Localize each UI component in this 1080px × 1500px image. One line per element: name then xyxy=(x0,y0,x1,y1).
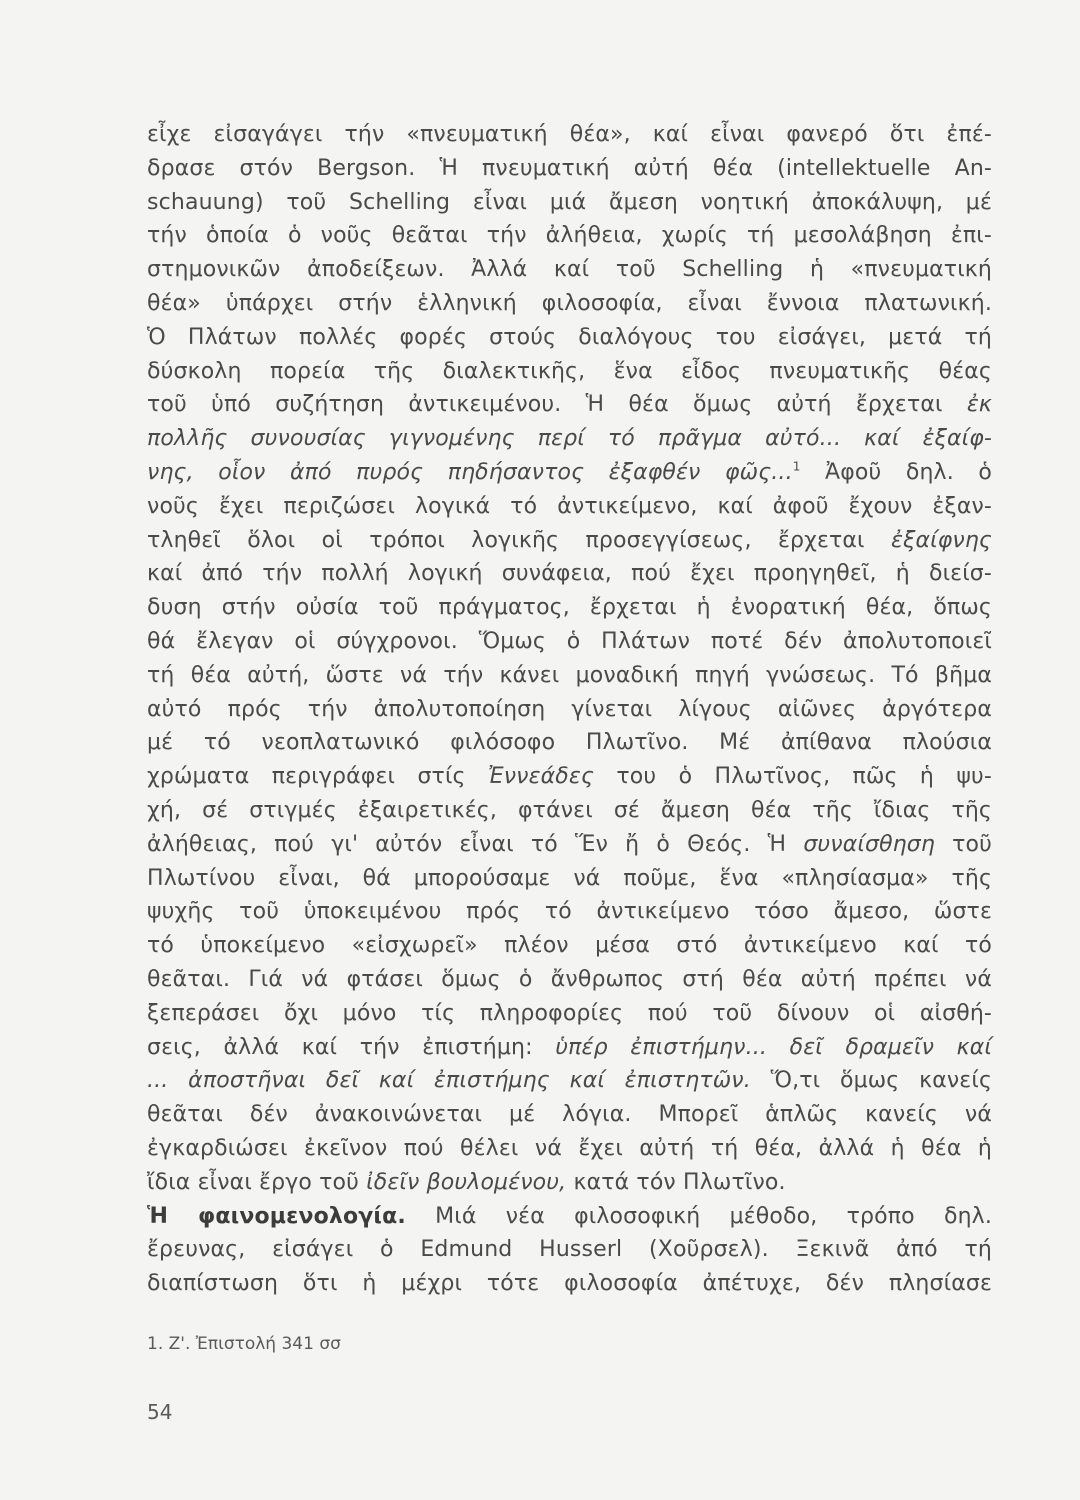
text-span: Μιά νέα φιλοσοφική μέθοδο, τρόπο δηλ. xyxy=(405,1203,992,1229)
text-span: Ὅ,τι ὅμως κανείς xyxy=(750,1068,993,1094)
text-line: θέα» ὑπάρχει στήν ἑλληνική φιλοσοφία, εἶναι ἔννοια πλατωνική. xyxy=(147,290,992,316)
text-line xyxy=(147,1200,992,1234)
italic-span: πολλῆς συνουσίας γιγνομένης περί τό πρᾶγμα αὐτό... καί ἐξαίφ- xyxy=(147,426,992,452)
text-line: ψυχῆς τοῦ ὑποκειμένου πρός τό ἀντικείμενο τόσο ἄμεσο, ὥστε xyxy=(147,899,992,925)
footnote-ref[interactable]: 1 xyxy=(792,459,801,474)
text-line: διαπίστωση ὅτι ἡ μέχρι τότε φιλοσοφία ἀπέτυχε, δέν πλησίασε xyxy=(147,1271,992,1297)
text-line: Πλωτίνου εἶναι, θά μπορούσαμε νά ποῦμε, ἕνα «πλησίασμα» τῆς xyxy=(147,865,992,891)
text-line: ξεπεράσει ὄχι μόνο τίς πληροφορίες πού τοῦ δίνουν οἱ αἰσθή- xyxy=(147,1000,992,1026)
text-line: τό ὑποκείμενο «εἰσχωρεῖ» πλέον μέσα στό ἀντικείμενο καί τό xyxy=(147,933,992,959)
text-line: θά ἔλεγαν οἱ σύγχρονοι. Ὅμως ὁ Πλάτων ποτέ δέν ἀπολυτοποιεῖ xyxy=(147,628,992,654)
text-span: τοῦ ὑπό συζήτηση ἀντικειμένου. Ἡ θέα ὅμως αὐτή ἔρχεται xyxy=(147,392,967,418)
text-span: κατά τόν Πλωτῖνο. xyxy=(566,1169,786,1195)
text-line: μέ τό νεοπλατωνικό φιλόσοφο Πλωτῖνο. Μέ ἀπίθανα πλούσια xyxy=(147,730,992,756)
page-number: 54 xyxy=(147,1400,173,1424)
text-line: Ὁ Πλάτων πολλές φορές στούς διαλόγους του εἰσάγει, μετά τή xyxy=(147,324,992,350)
italic-span: ἰδεῖν βουλομένου, xyxy=(366,1169,567,1195)
text-line xyxy=(147,1031,992,1065)
text-line: δρασε στόν Bergson. Ἡ πνευματική αὐτή θέα (intellektuelle An- xyxy=(147,155,992,181)
text-line xyxy=(147,388,992,422)
text-line xyxy=(147,422,992,456)
italic-span: ... ἀποστῆναι δεῖ καί ἐπιστήμης καί ἐπιστητῶν. xyxy=(147,1068,751,1094)
italic-span: νης, οἷον ἀπό πυρός πηδήσαντος ἐξαφθέν φῶς... xyxy=(147,459,793,485)
text-span: σεις, ἀλλά καί τήν ἐπιστήμη: xyxy=(147,1034,556,1060)
section-heading: Ἡ φαινομενολογία. xyxy=(147,1203,406,1229)
text-span: του ὁ Πλωτῖνος, πῶς ἡ ψυ- xyxy=(594,764,992,790)
text-line: τή θέα αὐτή, ὥστε νά τήν κάνει μοναδική πηγή γνώσεως. Τό βῆμα xyxy=(147,662,992,688)
text-line: ἔρευνας, εἰσάγει ὁ Edmund Husserl (Χοῦρσελ). Ξεκινᾶ ἀπό τή xyxy=(147,1237,992,1263)
text-line: δυση στήν οὐσία τοῦ πράγματος, ἔρχεται ἡ ἐνορατική θέα, ὅπως xyxy=(147,595,992,621)
text-span: ἴδια εἶναι ἔργο τοῦ xyxy=(147,1169,367,1195)
italic-span: ὑπέρ ἐπιστήμην... δεῖ δραμεῖν καί xyxy=(555,1034,993,1060)
text-line: νοῦς ἔχει περιζώσει λογικά τό ἀντικείμενο, καί ἀφοῦ ἔχουν ἐξαν- xyxy=(147,493,992,519)
italic-span: ἐκ xyxy=(966,392,992,418)
text-span: τοῦ xyxy=(934,831,992,857)
text-line xyxy=(147,828,992,862)
text-span: Ἀφοῦ δηλ. ὁ xyxy=(800,459,992,485)
text-span: χρώματα περιγράφει στίς xyxy=(147,764,488,790)
text-line xyxy=(147,524,992,558)
text-line: schauung) τοῦ Schelling εἶναι μιά ἄμεση νοητική ἀποκάλυψη, μέ xyxy=(147,189,992,215)
italic-span: Ἐννεάδες xyxy=(487,764,595,790)
text-line: χή, σέ στιγμές ἐξαιρετικές, φτάνει σέ ἄμεση θέα τῆς ἴδιας τῆς xyxy=(147,797,992,823)
text-line xyxy=(147,760,992,794)
footnote: 1. Ζ'. Ἐπιστολή 341 σσ xyxy=(147,1334,341,1354)
body-text xyxy=(147,118,992,1301)
italic-span: ἐξαίφνης xyxy=(891,527,992,553)
text-line xyxy=(147,456,992,490)
text-line: δύσκολη πορεία τῆς διαλεκτικῆς, ἕνα εἶδος πνευματικῆς θέας xyxy=(147,358,992,384)
text-span: τληθεῖ ὅλοι οἱ τρόποι λογικῆς προσεγγίσεως, ἔρχεται xyxy=(147,527,892,553)
text-line xyxy=(147,1064,992,1098)
text-line: θεᾶται. Γιά νά φτάσει ὅμως ὁ ἄνθρωπος στή θέα αὐτή πρέπει νά xyxy=(147,966,992,992)
text-line: αὐτό πρός τήν ἀπολυτοποίηση γίνεται λίγους αἰῶνες ἀργότερα xyxy=(147,696,992,722)
text-line: θεᾶται δέν ἀνακοινώνεται μέ λόγια. Μπορεῖ ἁπλῶς κανείς νά xyxy=(147,1102,992,1128)
text-span: ἀλήθειας, πού γι' αὐτόν εἶναι τό Ἕν ἤ ὁ Θεός. Ἡ xyxy=(147,831,804,857)
text-line: εἶχε εἰσαγάγει τήν «πνευματική θέα», καί εἶναι φανερό ὅτι ἐπέ- xyxy=(147,122,992,147)
text-line: στημονικῶν ἀποδείξεων. Ἀλλά καί τοῦ Schelling ἡ «πνευματική xyxy=(147,257,992,283)
text-line: καί ἀπό τήν πολλή λογική συνάφεια, πού ἔχει προηγηθεῖ, ἡ διείσ- xyxy=(147,561,992,587)
text-line: ἐγκαρδιώσει ἐκεῖνον πού θέλει νά ἔχει αὐτή τή θέα, ἀλλά ἡ θέα ἡ xyxy=(147,1135,992,1161)
text-line xyxy=(147,1166,992,1200)
italic-span: συναίσθηση xyxy=(803,831,935,857)
text-line: τήν ὁποία ὁ νοῦς θεᾶται τήν ἀλήθεια, χωρίς τή μεσολάβηση ἐπι- xyxy=(147,223,992,249)
